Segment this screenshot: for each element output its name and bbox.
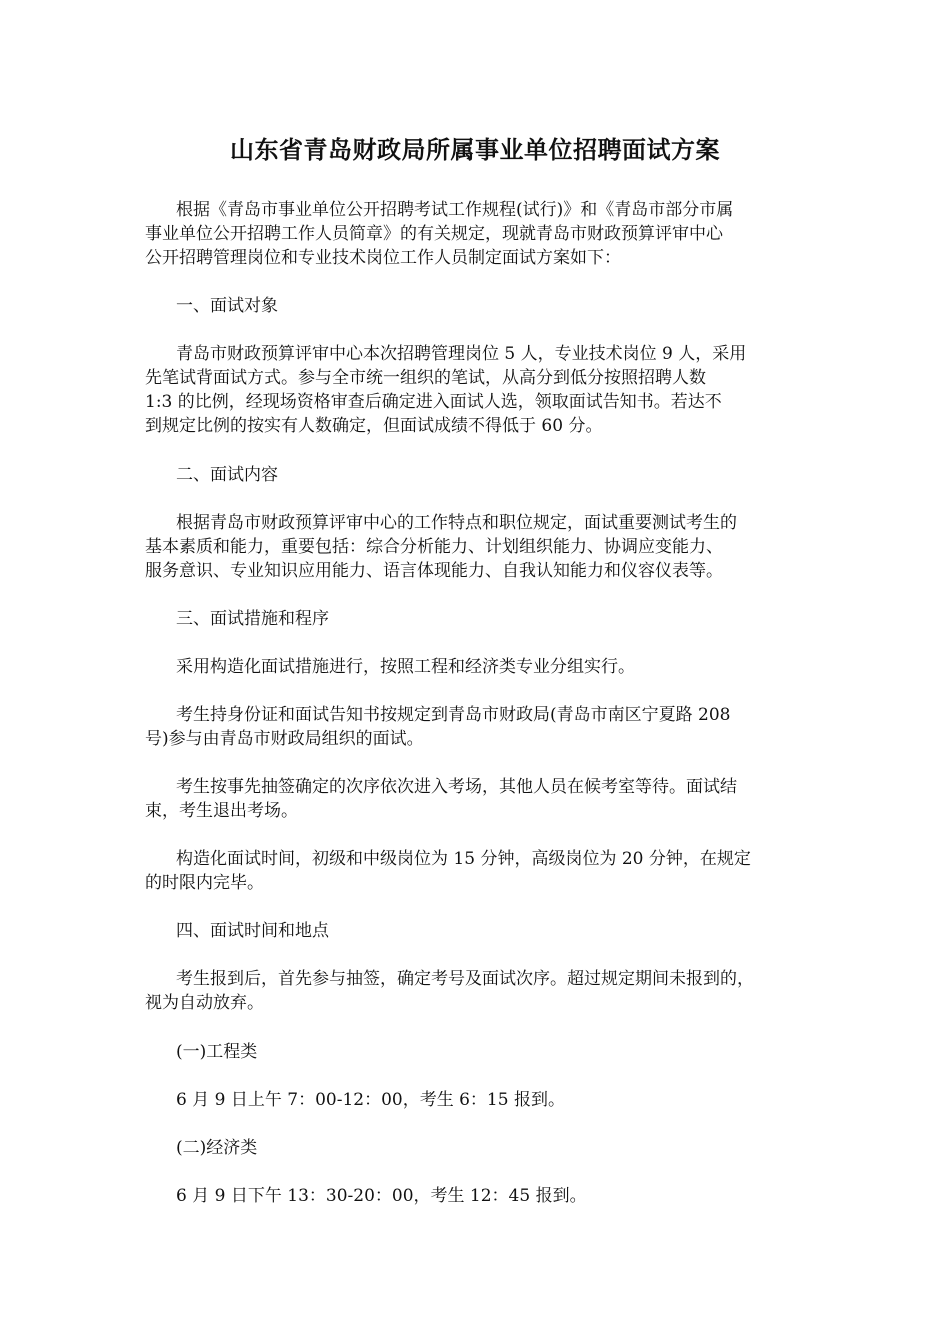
paragraph-line: 根据青岛市财政预算评审中心的工作特点和职位规定，面试重要测试考生的 xyxy=(176,513,737,533)
paragraph-line: 的时限内完毕。 xyxy=(145,873,264,893)
document-title: 山东省青岛财政局所属事业单位招聘面试方案 xyxy=(230,135,720,164)
section-heading: 四、面试时间和地点 xyxy=(176,921,329,941)
paragraph-line: 1:3 的比例，经现场资格审查后确定进入面试人选，领取面试告知书。若达不 xyxy=(145,392,722,412)
paragraph-line: 构造化面试时间，初级和中级岗位为 15 分钟，高级岗位为 20 分钟，在规定 xyxy=(176,849,751,869)
paragraph-line: 6 月 9 日上午 7：00-12：00，考生 6：15 报到。 xyxy=(176,1090,565,1110)
paragraph-line: 6 月 9 日下午 13：30-20：00，考生 12：45 报到。 xyxy=(176,1186,587,1206)
paragraph-line: 束，考生退出考场。 xyxy=(145,801,298,821)
section-heading: 一、面试对象 xyxy=(176,296,278,316)
paragraph-line: 青岛市财政预算评审中心本次招聘管理岗位 5 人，专业技术岗位 9 人，采用 xyxy=(176,344,747,364)
subsection-heading: (二)经济类 xyxy=(176,1138,258,1158)
section-heading: 三、面试措施和程序 xyxy=(176,609,329,629)
subsection-heading: (一)工程类 xyxy=(176,1042,258,1062)
paragraph-line: 事业单位公开招聘工作人员简章》的有关规定，现就青岛市财政预算评审中心 xyxy=(145,224,723,244)
paragraph-line: 考生持身份证和面试告知书按规定到青岛市财政局(青岛市南区宁夏路 208 xyxy=(176,705,731,725)
paragraph-line: 号)参与由青岛市财政局组织的面试。 xyxy=(145,729,424,749)
paragraph-line: 视为自动放弃。 xyxy=(145,993,264,1013)
paragraph-line: 公开招聘管理岗位和专业技术岗位工作人员制定面试方案如下： xyxy=(145,248,621,268)
paragraph-line: 考生按事先抽签确定的次序依次进入考场，其他人员在候考室等待。面试结 xyxy=(176,777,737,797)
paragraph-line: 采用构造化面试措施进行，按照工程和经济类专业分组实行。 xyxy=(176,657,635,677)
paragraph-line: 服务意识、专业知识应用能力、语言体现能力、自我认知能力和仪容仪表等。 xyxy=(145,561,723,581)
paragraph-line: 先笔试背面试方式。参与全市统一组织的笔试，从高分到低分按照招聘人数 xyxy=(145,368,706,388)
section-heading: 二、面试内容 xyxy=(176,465,278,485)
paragraph-line: 考生报到后，首先参与抽签，确定考号及面试次序。超过规定期间未报到的， xyxy=(176,969,754,989)
paragraph-line: 到规定比例的按实有人数确定，但面试成绩不得低于 60 分。 xyxy=(145,416,603,436)
paragraph-line: 根据《青岛市事业单位公开招聘考试工作规程(试行)》和《青岛市部分市属 xyxy=(176,200,734,220)
paragraph-line: 基本素质和能力，重要包括：综合分析能力、计划组织能力、协调应变能力、 xyxy=(145,537,723,557)
